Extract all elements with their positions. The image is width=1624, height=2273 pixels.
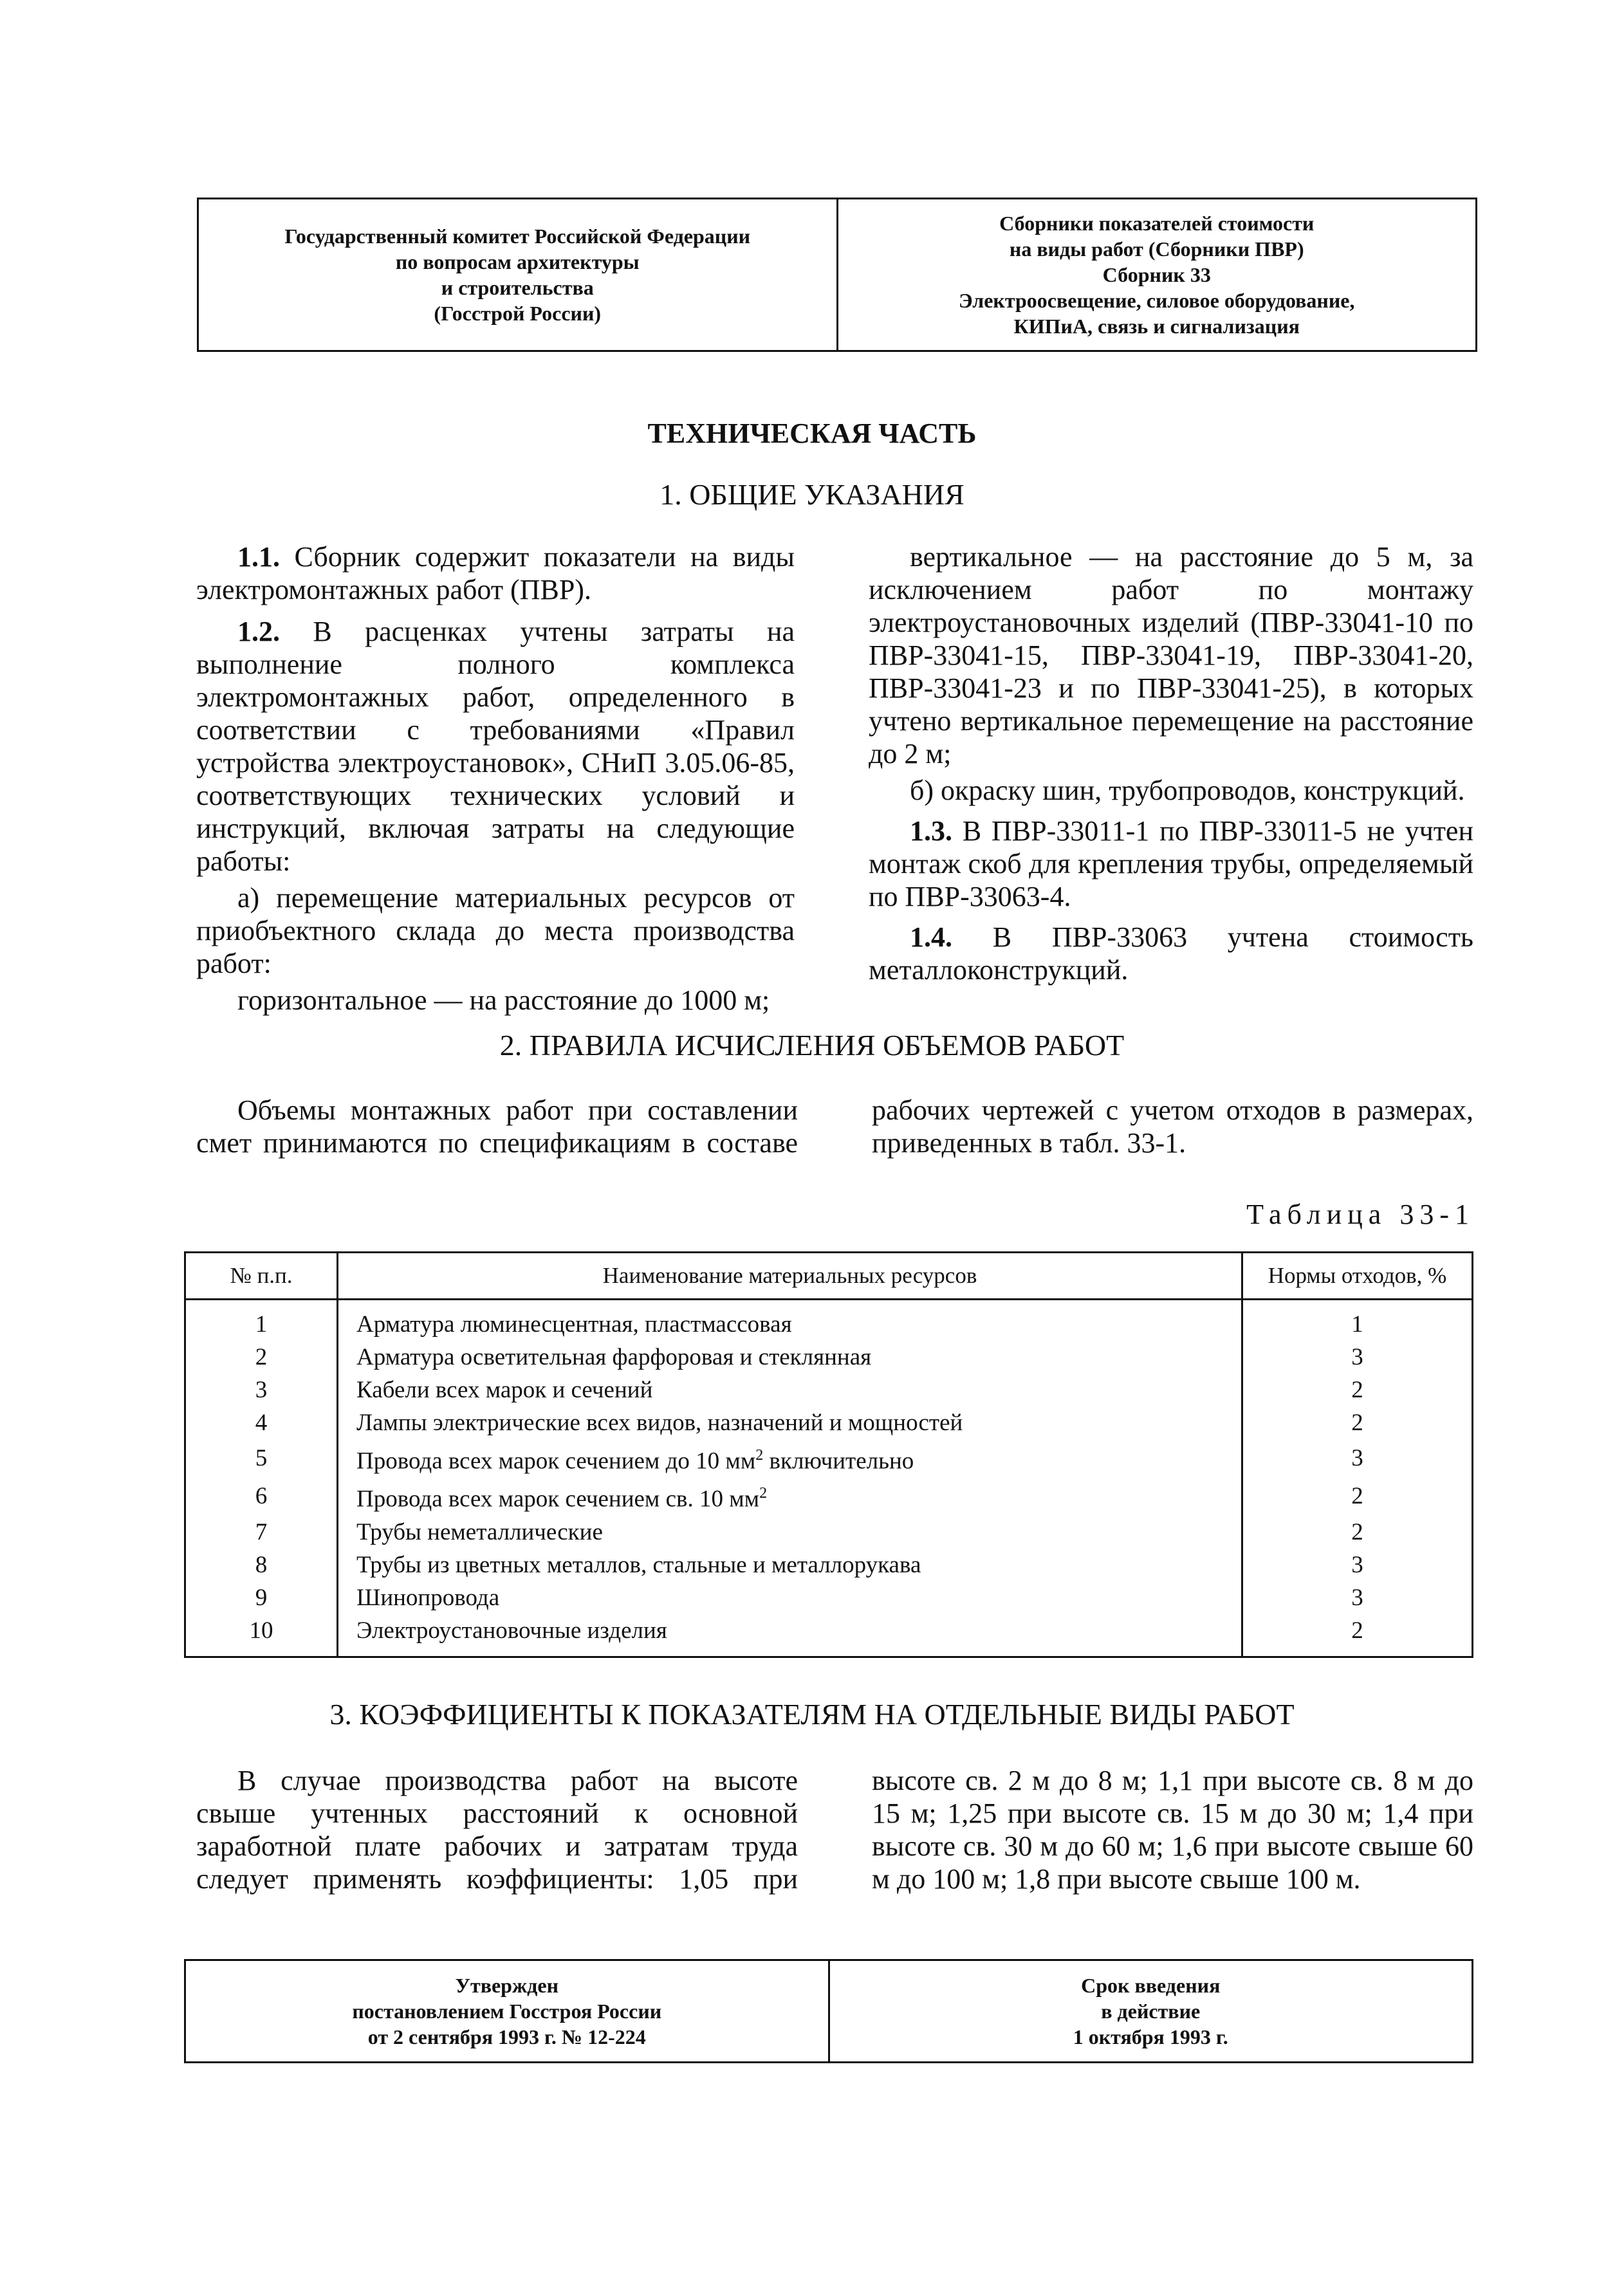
paragraph-1-3 bbox=[869, 814, 1473, 913]
paragraph-1-1 bbox=[196, 540, 795, 606]
waste-norms-table bbox=[184, 1251, 1473, 1658]
header-agency-line: (Госстрой России) bbox=[434, 302, 602, 325]
column-header-name: Наименование материальных ресурсов bbox=[338, 1253, 1242, 1300]
document-title: ТЕХНИЧЕСКАЯ ЧАСТЬ bbox=[647, 418, 977, 449]
row-number: 3 bbox=[185, 1374, 338, 1406]
paragraph-horizontal: горизонтальное — на расстояние до 1000 м; bbox=[237, 984, 770, 1016]
row-name-text: Шинопровода bbox=[356, 1584, 500, 1611]
section1-left-column bbox=[196, 540, 795, 1017]
header-agency bbox=[198, 199, 838, 351]
section3-paragraph: В случае производства работ на высоте свыше учтенных расстояний к основной заработной плате рабочих и затратам труда следует применять коэффициенты: 1,05 при высоте св. 2 м до 8 м; 1,1 при высоте св. 8 м до 15 м; 1,25 при высоте св. 15 м до 30 м; 1,4 при высоте св. 30 м до 60 м; 1,6 при высоте свыше 60 м до 100 м; 1,8 при высоте свыше 100 м. bbox=[196, 1765, 1473, 1895]
row-norm: 2 bbox=[1242, 1477, 1473, 1515]
row-norm: 1 bbox=[1242, 1300, 1473, 1341]
row-name-text: Арматура осветительная фарфоровая и стеклянная bbox=[356, 1344, 872, 1370]
paragraph-text: В ПВР-33011-1 по ПВР-33011-5 не учтен монтаж скоб для крепления трубы, определяемый по ПВР-33063-4. bbox=[869, 815, 1473, 912]
footer-approved-line: постановлением Госстроя России bbox=[352, 2000, 662, 2023]
footer-effective-date bbox=[829, 1960, 1473, 2063]
table-caption: Таблица 33-1 bbox=[1246, 1199, 1475, 1230]
table-row bbox=[185, 1374, 1473, 1406]
row-name-text: Трубы из цветных металлов, стальные и металлорукава bbox=[356, 1551, 921, 1578]
row-name-text: Провода всех марок сечением св. 10 мм bbox=[356, 1486, 760, 1513]
row-name-text: Электроустановочные изделия bbox=[356, 1617, 667, 1644]
column-header-number: № п.п. bbox=[185, 1253, 338, 1300]
paragraph-number: 1.2. bbox=[237, 616, 280, 647]
row-name bbox=[338, 1549, 1242, 1581]
footer-approved-line: Утвержден bbox=[455, 1974, 558, 1997]
header-collection-line: Сборники показателей стоимости bbox=[999, 212, 1315, 235]
section3-text bbox=[196, 1764, 1473, 1895]
row-number: 9 bbox=[185, 1581, 338, 1614]
row-norm: 3 bbox=[1242, 1549, 1473, 1581]
row-number: 8 bbox=[185, 1549, 338, 1581]
section2-paragraph: Объемы монтажных работ при составлении смет принимаются по спецификациям в составе рабочих чертежей с учетом отходов в размерах, приведенных в табл. 33-1. bbox=[196, 1094, 1473, 1159]
paragraph-1-2 bbox=[196, 615, 795, 878]
table-row bbox=[185, 1406, 1473, 1439]
paragraph-number: 1.3. bbox=[910, 815, 952, 847]
row-number: 5 bbox=[185, 1439, 338, 1477]
row-name-text: Арматура люминесцентная, пластмассовая bbox=[356, 1311, 792, 1338]
row-norm: 3 bbox=[1242, 1439, 1473, 1477]
table-row bbox=[185, 1341, 1473, 1374]
section1-right-column bbox=[869, 540, 1473, 986]
row-number: 7 bbox=[185, 1516, 338, 1549]
paragraph-text: В расценках учтены затраты на выполнение полного комплекса электромонтажных работ, определенного в соответствии с требованиями «Правил устройства электроустановок», СНиП 3.05.06-85, соответствующих технических условий и инструкций, включая затраты на следующие работы: bbox=[196, 616, 795, 877]
footer-effective-line: Срок введения bbox=[1081, 1974, 1221, 1997]
row-norm: 2 bbox=[1242, 1516, 1473, 1549]
footer-effective-line: в действие bbox=[1101, 2000, 1201, 2023]
paragraph-1-2-a: а) перемещение материальных ресурсов от приобъектного склада до места производства работ: bbox=[196, 882, 795, 979]
row-name bbox=[338, 1439, 1242, 1477]
footer-box bbox=[184, 1959, 1473, 2063]
header-collection-line: на виды работ (Сборники ПВР) bbox=[1009, 237, 1304, 261]
row-norm: 2 bbox=[1242, 1406, 1473, 1439]
header-box bbox=[197, 198, 1477, 352]
header-collection-line: Сборник 33 bbox=[1102, 263, 1211, 286]
section3-heading: 3. КОЭФФИЦИЕНТЫ К ПОКАЗАТЕЛЯМ НА ОТДЕЛЬНЫЕ ВИДЫ РАБОТ bbox=[329, 1698, 1295, 1731]
footer-approved bbox=[185, 1960, 829, 2063]
paragraph-vertical: вертикальное — на расстояние до 5 м, за исключением работ по монтажу электроустановочных изделий (ПВР-33041-10 по ПВР-33041-15, ПВР-33041-19, ПВР-33041-20, ПВР-33041-23 и по ПВР-33041-25), в которых учтено вертикальное перемещение на расстояние до 2 м; bbox=[869, 541, 1473, 769]
header-agency-line: и строительства bbox=[441, 276, 594, 299]
header-collection-line: Электроосвещение, силовое оборудование, bbox=[958, 289, 1355, 312]
section2-text bbox=[196, 1094, 1473, 1159]
row-number: 4 bbox=[185, 1406, 338, 1439]
row-name-text: Трубы неметаллические bbox=[356, 1518, 603, 1545]
table-row bbox=[185, 1300, 1473, 1341]
row-name bbox=[338, 1516, 1242, 1549]
row-norm: 3 bbox=[1242, 1341, 1473, 1374]
footer-approved-line: от 2 сентября 1993 г. № 12-224 bbox=[367, 2025, 646, 2048]
paragraph-number: 1.1. bbox=[237, 541, 280, 573]
header-agency-line: по вопросам архитектуры bbox=[395, 250, 640, 273]
header-agency-line: Государственный комитет Российской Федерации bbox=[284, 225, 751, 248]
superscript-two: 2 bbox=[759, 1485, 768, 1502]
row-name bbox=[338, 1614, 1242, 1657]
section1-heading: 1. ОБЩИЕ УКАЗАНИЯ bbox=[660, 478, 964, 511]
paragraph-text: В ПВР-33063 учтена стоимость металлоконструкций. bbox=[869, 921, 1473, 986]
row-name-text: Кабели всех марок и сечений bbox=[356, 1377, 653, 1403]
table-row bbox=[185, 1614, 1473, 1657]
footer-effective-line: 1 октября 1993 г. bbox=[1073, 2025, 1228, 2048]
column-header-norm: Нормы отходов, % bbox=[1242, 1253, 1473, 1300]
row-name-suffix: включительно bbox=[763, 1448, 914, 1475]
table-row bbox=[185, 1549, 1473, 1581]
superscript-two: 2 bbox=[755, 1447, 764, 1464]
row-norm: 2 bbox=[1242, 1614, 1473, 1657]
section2-heading: 2. ПРАВИЛА ИСЧИСЛЕНИЯ ОБЪЕМОВ РАБОТ bbox=[499, 1029, 1125, 1062]
paragraph-1-4 bbox=[869, 921, 1473, 986]
table-row bbox=[185, 1439, 1473, 1477]
paragraph-1-2-b: б) окраску шин, трубопроводов, конструкций. bbox=[910, 775, 1465, 806]
row-name bbox=[338, 1477, 1242, 1515]
table-row bbox=[185, 1516, 1473, 1549]
row-norm: 3 bbox=[1242, 1581, 1473, 1614]
row-name bbox=[338, 1406, 1242, 1439]
header-collection-line: КИПиА, связь и сигнализация bbox=[1013, 315, 1300, 338]
row-name-text: Лампы электрические всех видов, назначений и мощностей bbox=[356, 1410, 963, 1436]
row-number: 2 bbox=[185, 1341, 338, 1374]
row-name bbox=[338, 1341, 1242, 1374]
row-name-text: Провода всех марок сечением до 10 мм bbox=[356, 1448, 756, 1475]
row-name bbox=[338, 1581, 1242, 1614]
header-collection bbox=[837, 199, 1477, 351]
table-row bbox=[185, 1581, 1473, 1614]
row-number: 10 bbox=[185, 1614, 338, 1657]
paragraph-number: 1.4. bbox=[910, 921, 952, 953]
table-header-row bbox=[185, 1253, 1473, 1300]
row-name bbox=[338, 1300, 1242, 1341]
row-number: 6 bbox=[185, 1477, 338, 1515]
table-row bbox=[185, 1477, 1473, 1515]
row-number: 1 bbox=[185, 1300, 338, 1341]
paragraph-text: Сборник содержит показатели на виды электромонтажных работ (ПВР). bbox=[196, 541, 795, 605]
row-name bbox=[338, 1374, 1242, 1406]
row-norm: 2 bbox=[1242, 1374, 1473, 1406]
